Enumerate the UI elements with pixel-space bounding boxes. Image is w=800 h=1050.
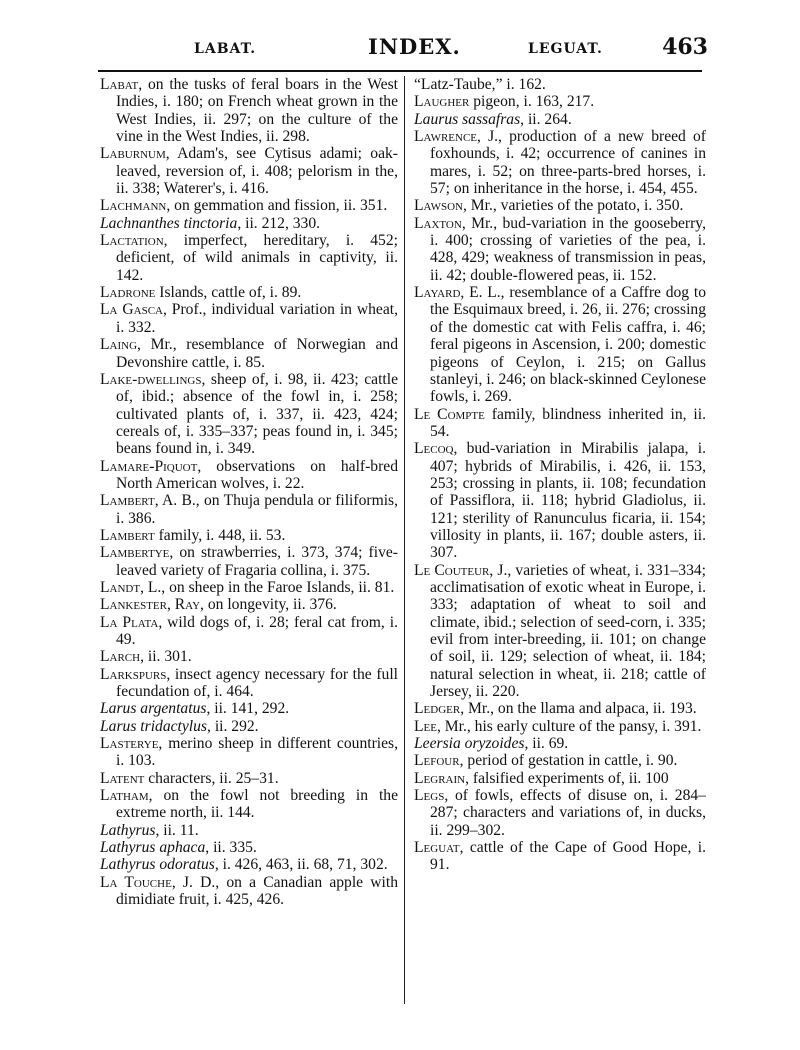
entry-heading: Lake-dwellings bbox=[100, 370, 202, 388]
entry-heading: Laing bbox=[100, 336, 138, 354]
page-number: 463 bbox=[662, 34, 708, 60]
entry-heading: Lambert bbox=[100, 526, 155, 544]
entry-text: , E. L., resemblance of a Caffre dog to the Esquimaux breed, i. 26, ii. 276; crossing of the domestic cat with Felis caffra, i. 46; feral pigeons in Ascension, i. 200; domestic pigeons of Ceylon, i. 215; on Gallus stanleyi, i. 246; on black-skinned Ceylonese fowls, i. 269. bbox=[430, 284, 706, 406]
index-entry bbox=[414, 700, 706, 717]
entry-text: , A. B., on Thuja pendula or filiformis, i. 386. bbox=[116, 492, 398, 527]
index-entry bbox=[414, 839, 706, 874]
index-entry bbox=[100, 614, 398, 649]
entry-heading: Lawson bbox=[414, 197, 463, 215]
entry-heading: Landt bbox=[100, 578, 141, 596]
index-entry bbox=[100, 145, 398, 197]
index-entry bbox=[100, 700, 398, 717]
index-column-left bbox=[100, 76, 398, 1006]
entry-text: , on the fowl not breeding in the extreme north, ii. 144. bbox=[116, 787, 398, 822]
entry-text: , on gemmation and fission, ii. 351. bbox=[166, 197, 388, 215]
running-head-left: LABAT. bbox=[194, 41, 257, 57]
entry-heading-italic: Larus tridactylus bbox=[100, 717, 208, 735]
entry-heading: Latent bbox=[100, 769, 145, 787]
index-entry bbox=[414, 787, 706, 839]
index-entry bbox=[100, 371, 398, 458]
index-entry bbox=[100, 596, 398, 613]
entry-text: , observations on half-bred North American wolves, i. 22. bbox=[116, 457, 398, 492]
index-entry bbox=[414, 718, 706, 735]
index-entry bbox=[414, 284, 706, 405]
entry-heading: La Touche bbox=[100, 873, 172, 891]
entry-heading-italic: Lathyrus odoratus bbox=[100, 856, 215, 874]
index-entry bbox=[414, 197, 706, 214]
entry-heading: Lankester, Ray bbox=[100, 596, 201, 614]
entry-text: , ii. 335. bbox=[205, 839, 257, 857]
entry-heading: Lasterye bbox=[100, 735, 159, 753]
index-entry bbox=[100, 527, 398, 544]
entry-text: , on longevity, ii. 376. bbox=[200, 596, 337, 614]
entry-heading: Le Couteur bbox=[414, 561, 490, 579]
entry-heading-italic: Lathyrus aphaca bbox=[100, 839, 206, 857]
entry-heading: Lambert bbox=[100, 492, 155, 510]
entry-heading: Latham bbox=[100, 787, 149, 805]
entry-text: , i. 426, 463, ii. 68, 71, 302. bbox=[214, 856, 388, 874]
index-entry bbox=[100, 822, 398, 839]
entry-heading: Lefour bbox=[414, 752, 460, 770]
entry-text: , ii. 11. bbox=[155, 821, 199, 839]
index-entry bbox=[100, 301, 398, 336]
entry-heading: Larch bbox=[100, 648, 141, 666]
entry-heading: Legrain bbox=[414, 769, 466, 787]
entry-heading: Lactation bbox=[100, 232, 164, 250]
entry-text: , on strawberries, i. 373, 374; five-leaved variety of Fragaria collina, i. 375. bbox=[116, 544, 398, 579]
entry-heading: Le Compte bbox=[414, 405, 485, 423]
entry-text: , ii. 264. bbox=[520, 110, 572, 128]
index-entry bbox=[414, 406, 706, 441]
entry-heading-italic: Leersia oryzoides bbox=[414, 735, 525, 753]
index-entry bbox=[100, 735, 398, 770]
entry-heading: Larkspurs bbox=[100, 665, 167, 683]
entry-text: , Adam's, see Cytisus adami; oak-leaved, reversion of, i. 408; pelorism in the, ii. 338; Waterer's, i. 416. bbox=[116, 145, 398, 198]
index-entry bbox=[100, 284, 398, 301]
index-entry bbox=[414, 752, 706, 769]
entry-text: , merino sheep in different countries, i. 103. bbox=[116, 735, 398, 770]
entry-text: “Latz-Taube,” i. 162. bbox=[414, 76, 546, 93]
entry-text: , imperfect, hereditary, i. 452; deficient, of wild animals in captivity, ii. 142. bbox=[116, 232, 398, 284]
entry-text: , Prof., individual variation in wheat, i. 332. bbox=[116, 301, 398, 336]
entry-heading-italic: Lachnanthes tinctoria bbox=[100, 214, 238, 232]
index-entry bbox=[100, 197, 398, 214]
index-entry bbox=[100, 648, 398, 665]
running-head-right: LEGUAT. bbox=[528, 41, 603, 57]
index-entry bbox=[100, 544, 398, 579]
entry-heading: Lee bbox=[414, 717, 437, 735]
entry-text: , ii. 69. bbox=[524, 735, 569, 753]
index-entry bbox=[100, 215, 398, 232]
entry-text: , period of gestation in cattle, i. 90. bbox=[459, 752, 678, 770]
entry-text: , wild dogs of, i. 28; feral cat from, i. 49. bbox=[116, 613, 398, 648]
index-entry bbox=[100, 492, 398, 527]
index-entry bbox=[414, 128, 706, 197]
entry-text: , Mr., varieties of the potato, i. 350. bbox=[462, 197, 684, 215]
entry-heading: Lawrence bbox=[414, 128, 478, 146]
entry-text: family, i. 448, ii. 53. bbox=[154, 526, 286, 544]
index-entry bbox=[100, 76, 398, 145]
entry-heading: Laugher bbox=[414, 93, 470, 111]
index-entry bbox=[100, 874, 398, 909]
index-entry bbox=[414, 111, 706, 128]
entry-heading: Legs bbox=[414, 787, 445, 805]
entry-heading: La Gasca bbox=[100, 301, 163, 319]
entry-text: , Mr., bud-variation in the gooseberry, i. 400; crossing of varieties of the pea, i. 428, 429; weakness of transmission in peas, ii. 42; double-flowered peas, ii. 152. bbox=[430, 214, 706, 284]
entry-text: , Mr., on the llama and alpaca, ii. 193. bbox=[460, 700, 697, 718]
index-column-right bbox=[414, 76, 706, 1006]
entry-text: pigeon, i. 163, 217. bbox=[469, 93, 595, 111]
entry-text: family, blindness inherited in, ii. 54. bbox=[430, 405, 706, 440]
entry-heading: Leguat bbox=[414, 839, 460, 857]
index-entry bbox=[100, 579, 398, 596]
index-entry bbox=[414, 76, 706, 93]
entry-text: , Mr., resemblance of Norwegian and Devonshire cattle, i. 85. bbox=[116, 336, 398, 371]
entry-text: , Mr., his early culture of the pansy, i. 391. bbox=[436, 717, 702, 735]
header-rule bbox=[98, 70, 702, 72]
entry-heading: Labat bbox=[100, 76, 139, 93]
index-entry bbox=[414, 770, 706, 787]
column-divider bbox=[404, 76, 405, 1004]
entry-text: , bud-variation in Mirabilis jalapa, i. 407; hybrids of Mirabilis, i. 426, ii. 153, 253; crossing in plants, ii. 108; fecundation of Passiflora, ii. 118; hybrid Gladiolus, ii. 121; sterility of Ranunculus ficaria, ii. 154; villosity in plants, ii. 167; double asters, ii. 307. bbox=[430, 440, 706, 562]
entry-heading: Ladrone bbox=[100, 284, 156, 302]
entry-text: , ii. 301. bbox=[140, 648, 192, 666]
entry-text: , on the tusks of feral boars in the West Indies, i. 180; on French wheat grown in the West Indies, ii. 297; on the culture of the vine in the West Indies, ii. 298. bbox=[116, 76, 398, 146]
index-entry bbox=[100, 839, 398, 856]
page-header bbox=[98, 34, 708, 68]
index-entry bbox=[100, 336, 398, 371]
entry-heading: La Plata bbox=[100, 613, 159, 631]
entry-text: , J., varieties of wheat, i. 331–334; acclimatisation of exotic wheat in Europe, i. 333; adaptation of wheat to soil and climate, ibid.; selection of seed-corn, i. 335; evil from inter-breeding, ii. 101; on change of soil, ii. 129; selection of wheat, ii. 184; natural selection in wheat, ii. 218; cattle of Jersey, ii. 220. bbox=[430, 561, 706, 701]
entry-text: , L., on sheep in the Faroe Islands, ii. 81. bbox=[140, 578, 395, 596]
entry-text: characters, ii. 25–31. bbox=[144, 769, 279, 787]
entry-heading-italic: Lathyrus bbox=[100, 821, 156, 839]
index-entry bbox=[100, 232, 398, 284]
entry-heading: Ledger bbox=[414, 700, 461, 718]
index-entry bbox=[414, 440, 706, 561]
entry-text: , ii. 292. bbox=[207, 717, 259, 735]
entry-text: , ii. 141, 292. bbox=[206, 700, 290, 718]
index-entry bbox=[100, 856, 398, 873]
index-entry bbox=[100, 458, 398, 493]
entry-text: , ii. 212, 330. bbox=[237, 214, 321, 232]
entry-text: , J. D., on a Canadian apple with dimidiate fruit, i. 425, 426. bbox=[116, 873, 398, 909]
index-entry bbox=[100, 718, 398, 735]
entry-heading: Lambertye bbox=[100, 544, 170, 562]
entry-text: , of fowls, effects of disuse on, i. 284–287; characters and variations of, in ducks, ii. 299–302. bbox=[430, 787, 706, 839]
entry-heading: Laburnum bbox=[100, 145, 166, 163]
entry-heading: Lamare-Piquot bbox=[100, 457, 198, 475]
entry-heading-italic: Laurus sassafras bbox=[414, 110, 521, 128]
index-entry bbox=[414, 562, 706, 701]
entry-heading: Lachmann bbox=[100, 197, 167, 215]
index-entry bbox=[414, 215, 706, 284]
entry-text: , insect agency necessary for the full fecundation of, i. 464. bbox=[116, 665, 398, 701]
page-title: INDEX. bbox=[368, 34, 461, 59]
index-entry bbox=[100, 770, 398, 787]
index-entry bbox=[100, 666, 398, 701]
entry-text: , sheep of, i. 98, ii. 423; cattle of, ibid.; absence of the fowl in, i. 258; cultivated plants of, i. 337, ii. 423, 424; cereals of, i. 335–337; peas found in, i. 345; beans found in, i. 349. bbox=[116, 370, 398, 458]
entry-heading: Laxton bbox=[414, 214, 462, 232]
entry-text: Islands, cattle of, i. 89. bbox=[155, 284, 302, 302]
entry-text: , J., production of a new breed of foxhounds, i. 42; occurrence of canines in mares, i. 52; on three-parts-bred horses, i. 57; on inheritance in the horse, i. 454, 455. bbox=[430, 128, 706, 198]
index-entry bbox=[100, 787, 398, 822]
index-entry bbox=[414, 735, 706, 752]
entry-heading: Layard bbox=[414, 284, 461, 302]
entry-text: , falsified experiments of, ii. 100 bbox=[465, 769, 669, 787]
entry-text: , cattle of the Cape of Good Hope, i. 91. bbox=[430, 839, 706, 874]
index-entry bbox=[414, 93, 706, 110]
entry-heading: Lecoq bbox=[414, 440, 454, 458]
entry-heading-italic: Larus argentatus bbox=[100, 700, 207, 718]
